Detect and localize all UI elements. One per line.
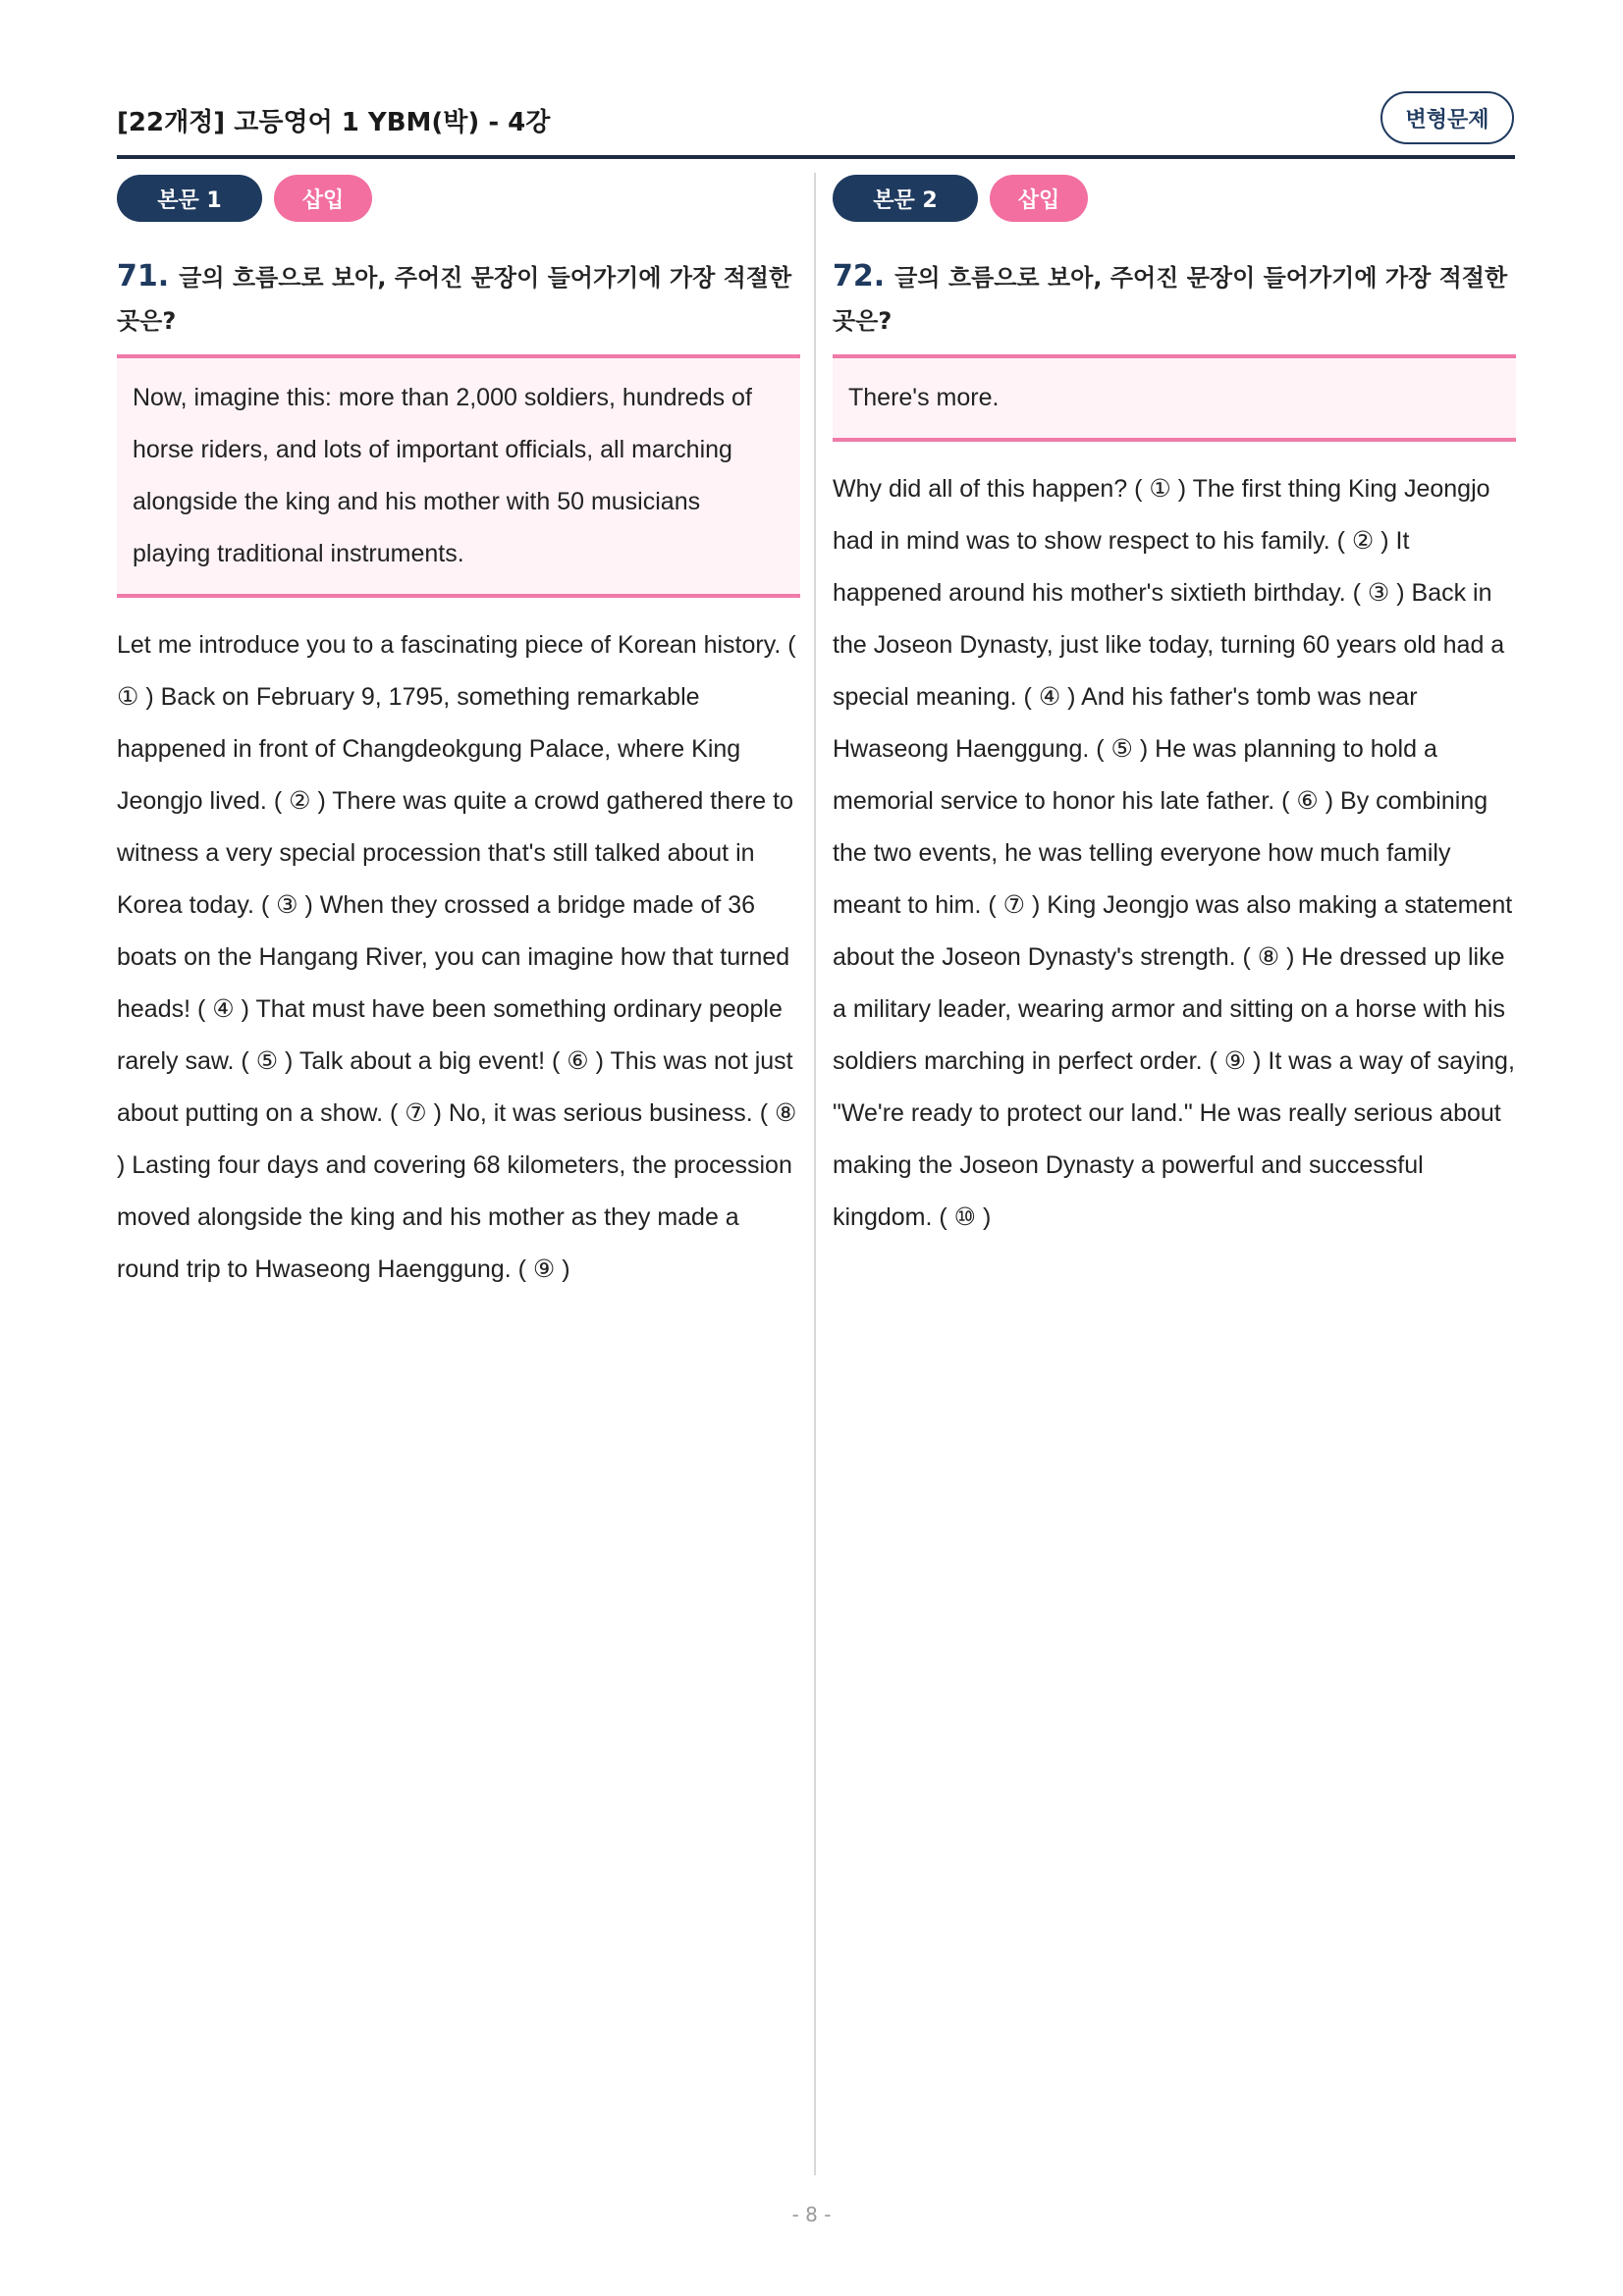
question-tags: [833, 175, 1516, 222]
page-title: [22개정] 고등영어 1 YBM(박) - 4강: [117, 108, 551, 137]
header-divider: [117, 155, 1515, 159]
passage-text: Let me introduce you to a fascinating piece of Korean history. ( ① ) Back on February 9, 1795, something remarkable happened in front of Changdeokgung Palace, where King Jeongjo lived. ( ② ) There was quite a crowd gathered there to witness a very special procession that's still talked about in Korea today. ( ③ ) When they crossed a bridge made of 36 boats on the Hangang River, you can imagine how that turned heads! ( ④ ) That must have been something ordinary people rarely saw. ( ⑤ ) Talk about a big event! ( ⑥ ) This was not just about putting on a show. ( ⑦ ) No, it was serious business. ( ⑧ ) Lasting four days and covering 68 kilometers, the procession moved alongside the king and his mother as they made a round trip to Hwaseong Haenggung. ( ⑨ ): [117, 631, 797, 1283]
page-number: - 8 -: [791, 2203, 832, 2226]
column-divider: [814, 173, 816, 2175]
question-number: 72.: [833, 259, 886, 294]
type-badge: 변형문제: [1380, 91, 1514, 144]
question-type-tag: 삽입: [990, 175, 1088, 222]
question-number: 71.: [117, 259, 170, 294]
given-sentence-box: There's more.: [833, 354, 1516, 442]
question-prompt: [833, 255, 1516, 343]
question-text: 글의 흐름으로 보아, 주어진 문장이 들어가기에 가장 적절한 곳은?: [117, 264, 792, 335]
passage-tag: 본문 2: [833, 175, 978, 222]
given-sentence-box: Now, imagine this: more than 2,000 soldiers, hundreds of horse riders, and lots of important officials, all marching alongside the king and his mother with 50 musicians playing traditional instruments.: [117, 354, 800, 598]
question-text: 글의 흐름으로 보아, 주어진 문장이 들어가기에 가장 적절한 곳은?: [833, 264, 1508, 335]
question-block-71: [117, 175, 800, 1296]
question-type-tag: 삽입: [274, 175, 372, 222]
passage-text: Why did all of this happen? ( ① ) The first thing King Jeongjo had in mind was to show respect to his family. ( ② ) It happened around his mother's sixtieth birthday. ( ③ ) Back in the Joseon Dynasty, just like today, turning 60 years old had a special meaning. ( ④ ) And his father's tomb was near Hwaseong Haenggung. ( ⑤ ) He was planning to hold a memorial service to honor his late father. ( ⑥ ) By combining the two events, he was telling everyone how much family meant to him. ( ⑦ ) King Jeongjo was also making a statement about the Joseon Dynasty's strength. ( ⑧ ) He dressed up like a military leader, wearing armor and sitting on a horse with his soldiers marching in perfect order. ( ⑨ ) It was a way of saying, "We're ready to protect our land." He was really serious about making the Joseon Dynasty a powerful and successful kingdom. ( ⑩ ): [833, 475, 1515, 1231]
question-prompt: [117, 255, 800, 343]
question-tags: [117, 175, 800, 222]
passage-tag: 본문 1: [117, 175, 262, 222]
question-block-72: [833, 175, 1516, 1244]
